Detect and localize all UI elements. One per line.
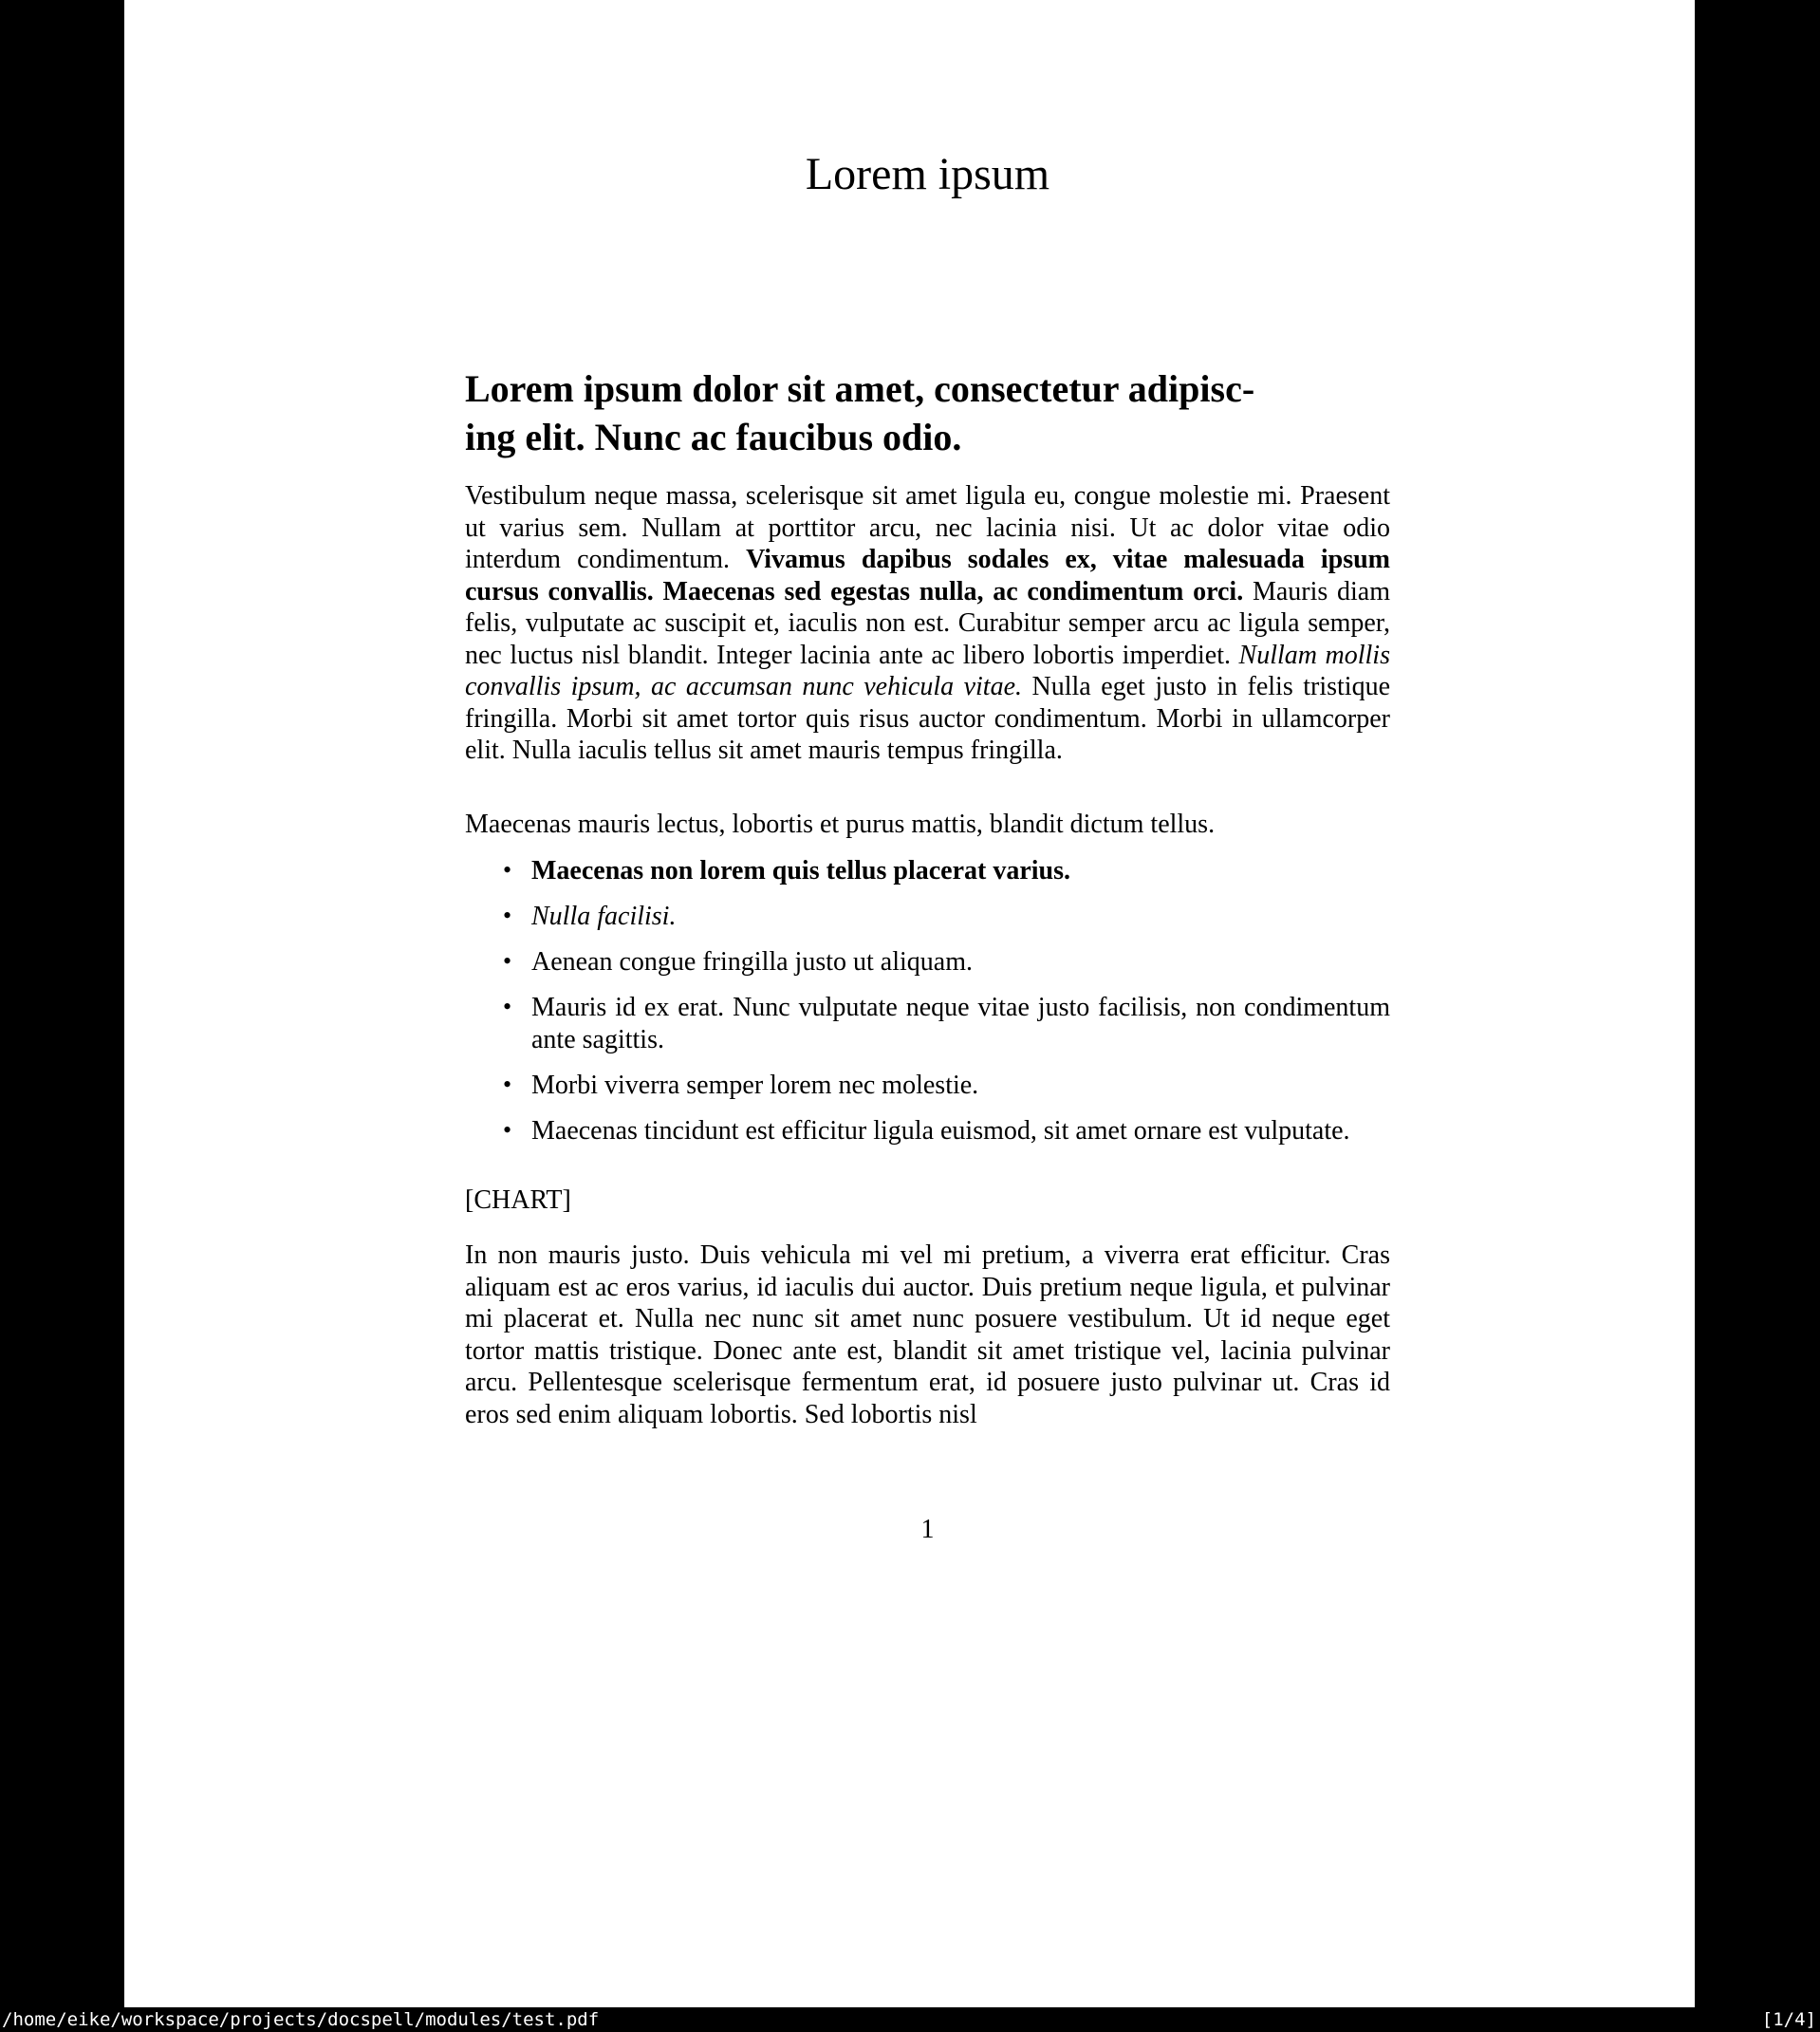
bullet-icon: • bbox=[503, 1070, 512, 1098]
text-segment: Nulla eget justo in felis tristique fringilla. Morbi sit amet tortor quis risus auctor condimentum. Morbi in ullamcorper elit. Nulla iaculis tellus sit amet mauris tempus fringilla. bbox=[465, 672, 1390, 765]
page-number: 1 bbox=[920, 1515, 935, 1544]
list-item bbox=[465, 1070, 1390, 1102]
text-segment: Vivamus dapibus sodales ex, vitae malesuada ipsum cursus convallis. Maecenas sed egestas nulla, ac condimentum orci. bbox=[465, 545, 1391, 606]
text-segment: Mauris diam felis, vulputate ac suscipit et, iaculis non est. Curabitur semper arcu ac ligula semper, nec luctus nisl blandit. Integer lacinia ante ac libero lobortis imperdiet. bbox=[465, 576, 1391, 670]
status-page-indicator: [1/4] bbox=[1761, 2009, 1816, 2030]
text-segment: Nullam mollis convallis ipsum, ac accumsan nunc vehicula vitae. bbox=[465, 640, 1390, 701]
list-item-text: Morbi viverra semper lorem nec molestie. bbox=[531, 1070, 979, 1100]
bullet-icon: • bbox=[503, 856, 512, 884]
pdf-page bbox=[124, 0, 1695, 2032]
bullet-list bbox=[465, 855, 1390, 1161]
paragraph-2: Maecenas mauris lectus, lobortis et purus mattis, blandit dictum tellus. bbox=[465, 810, 1216, 839]
bullet-icon: • bbox=[503, 902, 512, 929]
document-title: Lorem ipsum bbox=[805, 149, 1050, 199]
list-item-text: Aenean congue fringilla justo ut aliquam. bbox=[531, 947, 973, 977]
list-item bbox=[465, 946, 1390, 979]
section-heading: Lorem ipsum dolor sit amet, consectetur adipisc- ing elit. Nunc ac faucibus odio. bbox=[465, 367, 1255, 458]
list-item bbox=[465, 992, 1390, 1055]
list-item bbox=[465, 1115, 1390, 1147]
bullet-icon: • bbox=[503, 1115, 512, 1144]
text-segment: Vestibulum neque massa, scelerisque sit amet ligula eu, congue molestie mi. Praesent ut varius sem. Nullam at porttitor arcu, nec lacinia nisi. Ut ac dolor vitae odio interdum condimentum. bbox=[465, 481, 1390, 574]
paragraph-1 bbox=[465, 480, 1390, 767]
chart-placeholder: [CHART] bbox=[465, 1185, 571, 1215]
list-item-text: Maecenas tincidunt est efficitur ligula euismod, sit amet ornare est vulputate. bbox=[531, 1115, 1350, 1146]
bullet-icon: • bbox=[503, 993, 512, 1020]
list-item-text: Maecenas non lorem quis tellus placerat varius. bbox=[531, 856, 1071, 886]
list-item-text: Mauris id ex erat. Nunc vulputate neque vitae justo facilisis, non condimentum ante sagittis. bbox=[531, 993, 1390, 1054]
list-item bbox=[465, 855, 1390, 887]
list-item-text: Nulla facilisi. bbox=[531, 902, 677, 931]
bullet-icon: • bbox=[503, 947, 512, 975]
paragraph-3: In non mauris justo. Duis vehicula mi vel mi pretium, a viverra erat efficitur. Cras aliquam est ac eros varius, id iaculis dui auctor. Duis pretium neque ligula, et pulvinar mi placerat et. Nulla nec nunc sit amet nunc posuere vestibulum. Ut id neque eget tortor mattis tristique. Donec ante est, blandit sit amet tristique vel, lacinia pulvinar arcu. Pellentesque scelerisque fermentum erat, id posuere justo pulvinar ut. Cras id eros sed enim aliquam lobortis. Sed lobortis nisl bbox=[465, 1240, 1390, 1429]
status-bar bbox=[0, 2007, 1820, 2032]
list-item bbox=[465, 901, 1390, 933]
status-file-path: /home/eike/workspace/projects/docspell/modules/test.pdf bbox=[2, 2009, 600, 2030]
